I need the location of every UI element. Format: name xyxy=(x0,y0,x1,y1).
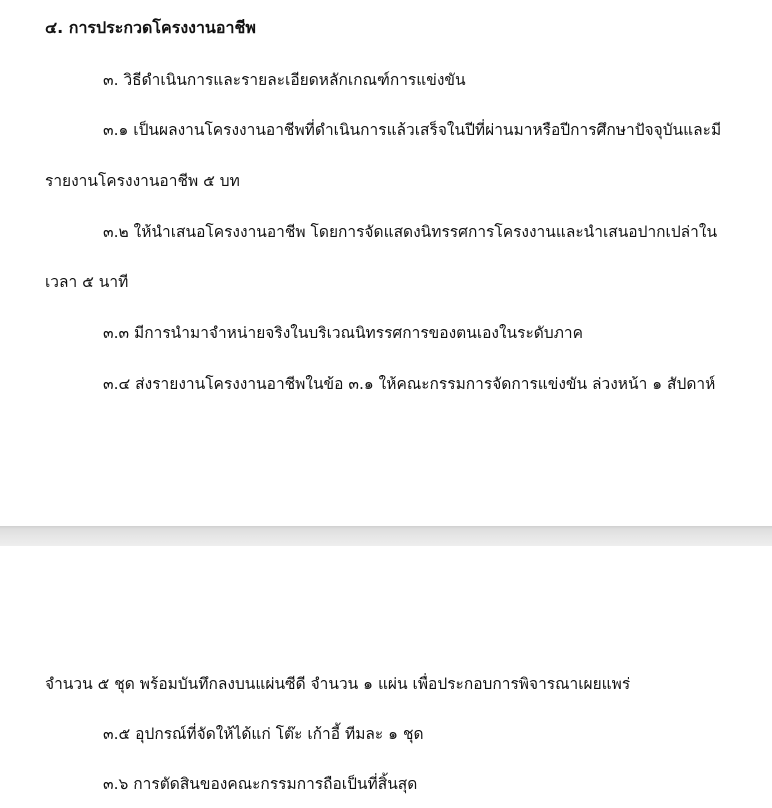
page-separator xyxy=(0,526,772,546)
section-heading: ๔. การประกวดโครงงานอาชีพ xyxy=(45,18,256,37)
item-3-2-line-1: ๓.๒ ให้นำเสนอโครงงานอาชีพ โดยการจัดแสดงนิทรรศการโครงงานและนำเสนอปากเปล่าใน xyxy=(103,223,718,241)
item-3-method: ๓. วิธีดำเนินการและรายละเอียดหลักเกณฑ์การแข่งขัน xyxy=(103,71,466,89)
item-3-5: ๓.๕ อุปกรณ์ที่จัดให้ได้แก่ โต๊ะ เก้าอี้ ทีมละ ๑ ชุด xyxy=(103,725,424,743)
item-3-4-line-2: จำนวน ๕ ชุด พร้อมบันทึกลงบนแผ่นซีดี จำนวน ๑ แผ่น เพื่อประกอบการพิจารณาเผยแพร่ xyxy=(45,675,631,693)
item-3-3: ๓.๓ มีการนำมาจำหน่ายจริงในบริเวณนิทรรศการของตนเองในระดับภาค xyxy=(103,324,584,342)
item-3-6: ๓.๖ การตัดสินของคณะกรรมการถือเป็นที่สิ้นสุด xyxy=(103,775,418,793)
item-3-2-line-2: เวลา ๕ นาที xyxy=(45,273,129,291)
item-3-1-line-2: รายงานโครงงานอาชีพ ๕ บท xyxy=(45,172,240,190)
item-3-1-line-1: ๓.๑ เป็นผลงานโครงงานอาชีพที่ดำเนินการแล้วเสร็จในปีที่ผ่านมาหรือปีการศึกษาปัจจุบันและมี xyxy=(103,121,722,139)
item-3-4-line-1: ๓.๔ ส่งรายงานโครงงานอาชีพในข้อ ๓.๑ ให้คณะกรรมการจัดการแข่งขัน ล่วงหน้า ๑ สัปดาห์ xyxy=(103,375,716,393)
document-page-2 xyxy=(0,546,772,808)
